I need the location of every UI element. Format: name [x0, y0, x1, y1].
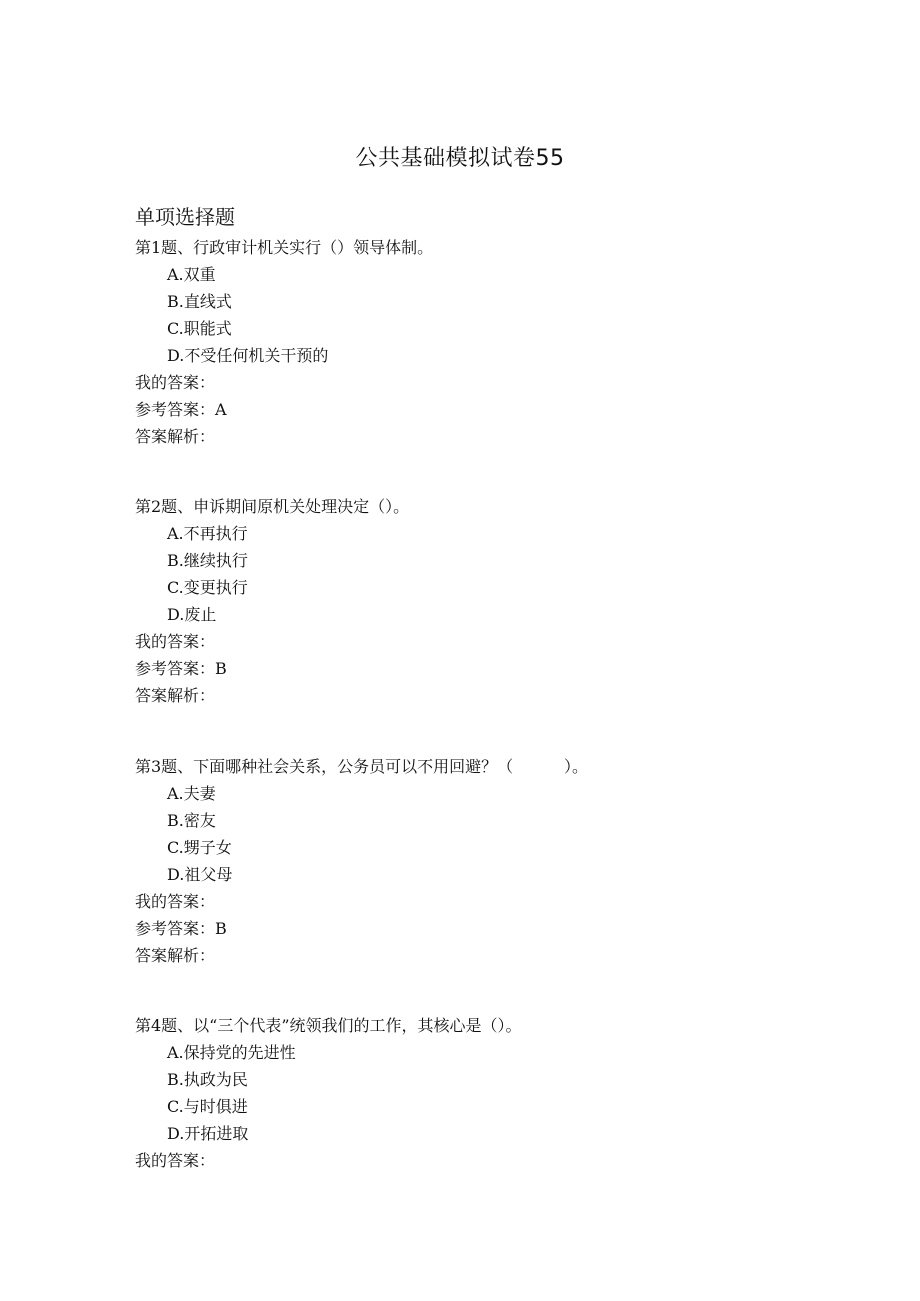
- option-d: D.开拓进取: [167, 1124, 249, 1143]
- section-heading: 单项选择题: [135, 205, 235, 229]
- question-2: [135, 493, 835, 709]
- option-b: B.执政为民: [167, 1070, 248, 1089]
- reference-answer: 参考答案：A: [135, 400, 227, 419]
- question-3: [135, 753, 835, 969]
- question-stem: 第1题、行政审计机关实行（）领导体制。: [135, 238, 434, 257]
- option-d: D.废止: [167, 605, 217, 624]
- my-answer-label: 我的答案：: [135, 373, 216, 392]
- option-d: D.不受任何机关干预的: [167, 346, 329, 365]
- my-answer-label: 我的答案：: [135, 1151, 216, 1170]
- question-stem: 第3题、下面哪种社会关系，公务员可以不用回避？（ ）。: [135, 757, 589, 776]
- my-answer-label: 我的答案：: [135, 632, 216, 651]
- answer-analysis-label: 答案解析：: [135, 427, 216, 446]
- document-title: 公共基础模拟试卷55: [355, 146, 565, 171]
- my-answer-label: 我的答案：: [135, 892, 216, 911]
- option-c: C.甥子女: [167, 838, 232, 857]
- option-c: C.变更执行: [167, 578, 248, 597]
- answer-analysis-label: 答案解析：: [135, 686, 216, 705]
- option-b: B.继续执行: [167, 551, 248, 570]
- question-1: [135, 234, 835, 450]
- option-a: A.保持党的先进性: [167, 1043, 296, 1062]
- question-4: [135, 1012, 835, 1174]
- answer-analysis-label: 答案解析：: [135, 946, 216, 965]
- option-d: D.祖父母: [167, 865, 233, 884]
- option-b: B.密友: [167, 811, 216, 830]
- option-c: C.与时俱进: [167, 1097, 248, 1116]
- question-stem: 第4题、以“三个代表”统领我们的工作，其核心是（）。: [135, 1016, 522, 1035]
- option-a: A.双重: [167, 265, 216, 284]
- option-c: C.职能式: [167, 319, 232, 338]
- option-a: A.夫妻: [167, 784, 216, 803]
- option-a: A.不再执行: [167, 524, 248, 543]
- question-stem: 第2题、申诉期间原机关处理决定（）。: [135, 497, 410, 516]
- option-b: B.直线式: [167, 292, 232, 311]
- reference-answer: 参考答案：B: [135, 659, 227, 678]
- reference-answer: 参考答案：B: [135, 919, 227, 938]
